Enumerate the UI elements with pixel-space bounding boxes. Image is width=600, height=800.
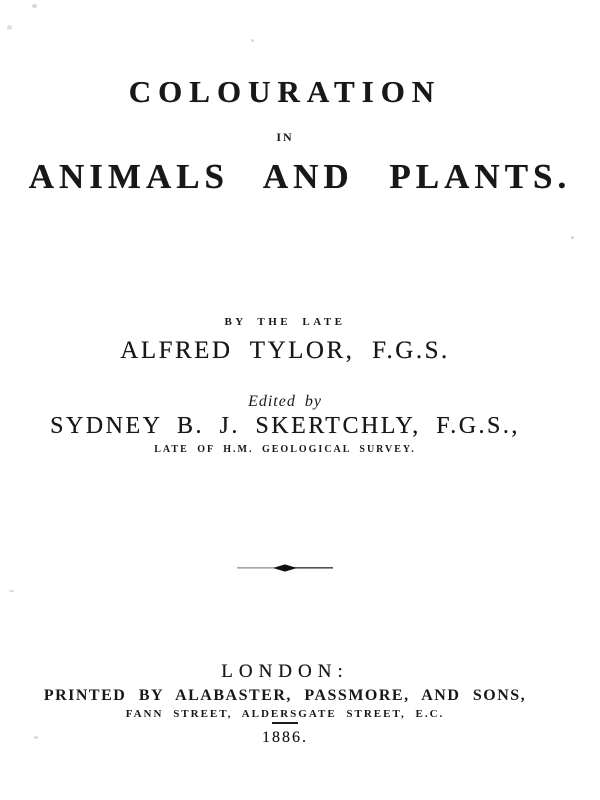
editor-name: SYDNEY B. J. SKERTCHLY, F.G.S., bbox=[50, 413, 520, 439]
book-title-conjunction: IN bbox=[276, 130, 294, 144]
title-ornament bbox=[237, 561, 333, 573]
byline-prefix: BY THE LATE bbox=[224, 316, 346, 328]
scan-speck bbox=[32, 4, 37, 8]
scan-speck bbox=[7, 25, 12, 30]
scan-speck bbox=[251, 39, 254, 42]
scan-speck bbox=[34, 736, 38, 739]
imprint-city: LONDON: bbox=[221, 661, 349, 682]
scan-speck bbox=[9, 590, 14, 592]
book-title-line2: ANIMALS AND PLANTS. bbox=[28, 157, 572, 196]
author-name: ALFRED TYLOR, F.G.S. bbox=[120, 337, 450, 364]
imprint-printer: PRINTED BY ALABASTER, PASSMORE, AND SONS, bbox=[43, 687, 527, 704]
imprint-divider-rule bbox=[272, 722, 298, 724]
ornament-rule-diamond-icon bbox=[237, 562, 333, 574]
book-title-line1: COLOURATION bbox=[128, 74, 442, 109]
scan-speck bbox=[571, 236, 574, 239]
editor-affiliation: LATE OF H.M. GEOLOGICAL SURVEY. bbox=[154, 444, 416, 455]
imprint-year: 1886. bbox=[262, 729, 308, 746]
edited-by-label: Edited by bbox=[248, 393, 322, 410]
imprint-address: FANN STREET, ALDERSGATE STREET, E.C. bbox=[125, 708, 445, 720]
